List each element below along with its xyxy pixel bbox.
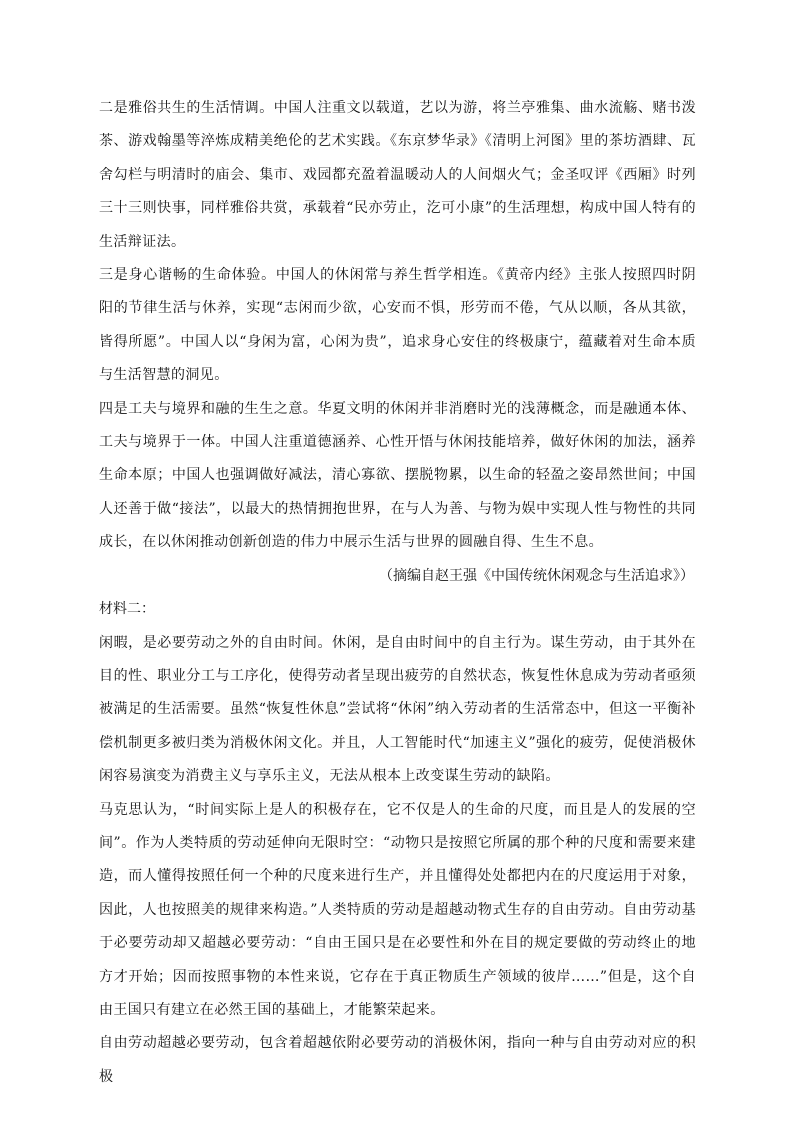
document-body [99, 92, 696, 1094]
paragraph-1: 二是雅俗共生的生活情调。中国人注重文以载道，艺以为游，将兰亭雅集、曲水流觞、赌书泼茶、游戏翰墨等淬炼成精美绝伦的艺术实践。《东京梦华录》《清明上河图》里的茶坊酒肆、瓦舍勾栏与明清时的庙会、集市、戏园都充盈着温暖动人的人间烟火气；金圣叹评《西厢》时列三十三则快事，同样雅俗共赏，承载着“民亦劳止，汔可小康”的生活理想，构成中国人特有的生活辩证法。 [99, 100, 696, 250]
paragraph-4: 闲暇，是必要劳动之外的自由时间。休闲，是自由时间中的自主行为。谋生劳动，由于其外在目的性、职业分工与工序化，使得劳动者呈现出疲劳的自然状态，恢复性休息成为劳动者亟须被满足的生活需要。虽然“恢复性休息”尝试将“休闲”纳入劳动者的生活常态中，但这一平衡补偿机制更多被归类为消极休闲文化。并且，人工智能时代“加速主义”强化的疲劳，促使消极休闲容易演变为消费主义与享乐主义，无法从根本上改变谋生劳动的缺陷。 [99, 634, 696, 785]
paragraph-6: 自由劳动超越必要劳动，包含着超越依附必要劳动的消极休闲，指向一种与自由劳动对应的积极 [99, 1035, 696, 1085]
citation: （摘编自赵王强《中国传统休闲观念与生活追求》） [379, 567, 694, 584]
paragraph-5: 马克思认为，“时间实际上是人的积极存在，它不仅是人的生命的尺度，而且是人的发展的空间”。作为人类特质的劳动延伸向无限时空：“动物只是按照它所属的那个种的尺度和需要来建造，而人懂得按照任何一个种的尺度来进行生产，并且懂得处处都把内在的尺度运用于对象，因此，人也按照美的规律来构造。”人类特质的劳动是超越动物式生存的自由劳动。自由劳动基于必要劳动却又超越必要劳动：“自由王国只是在必要性和外在目的规定要做的劳动终止的地方才开始；因而按照事物的本性来说，它存在于真正物质生产领域的彼岸……”但是，这个自由王国只有建立在必然王国的基础上，才能繁荣起来。 [99, 801, 696, 1018]
section-heading: 材料二： [99, 601, 155, 618]
paragraph-3: 四是工夫与境界和融的生生之意。华夏文明的休闲并非消磨时光的浅薄概念，而是融通本体、工夫与境界于一体。中国人注重道德涵养、心性开悟与休闲技能培养，做好休闲的加法，涵养生命本原；中国人也强调做好减法，清心寡欲、摆脱物累，以生命的轻盈之姿昂然世间；中国人还善于做“接法”，以最大的热情拥抱世界，在与人为善、与物为娱中实现人性与物性的共同成长，在以休闲推动创新创造的伟力中展示生活与世界的圆融自得、生生不息。 [99, 400, 696, 551]
paragraph-2: 三是身心谐畅的生命体验。中国人的休闲常与养生哲学相连。《黄帝内经》主张人按照四时阴阳的节律生活与休养，实现“志闲而少欲，心安而不惧，形劳而不倦，气从以顺，各从其欲，皆得所愿”。中国人以“身闲为富，心闲为贵”，追求身心安住的终极康宁，蕴藏着对生命本质与生活智慧的洞见。 [99, 267, 696, 384]
